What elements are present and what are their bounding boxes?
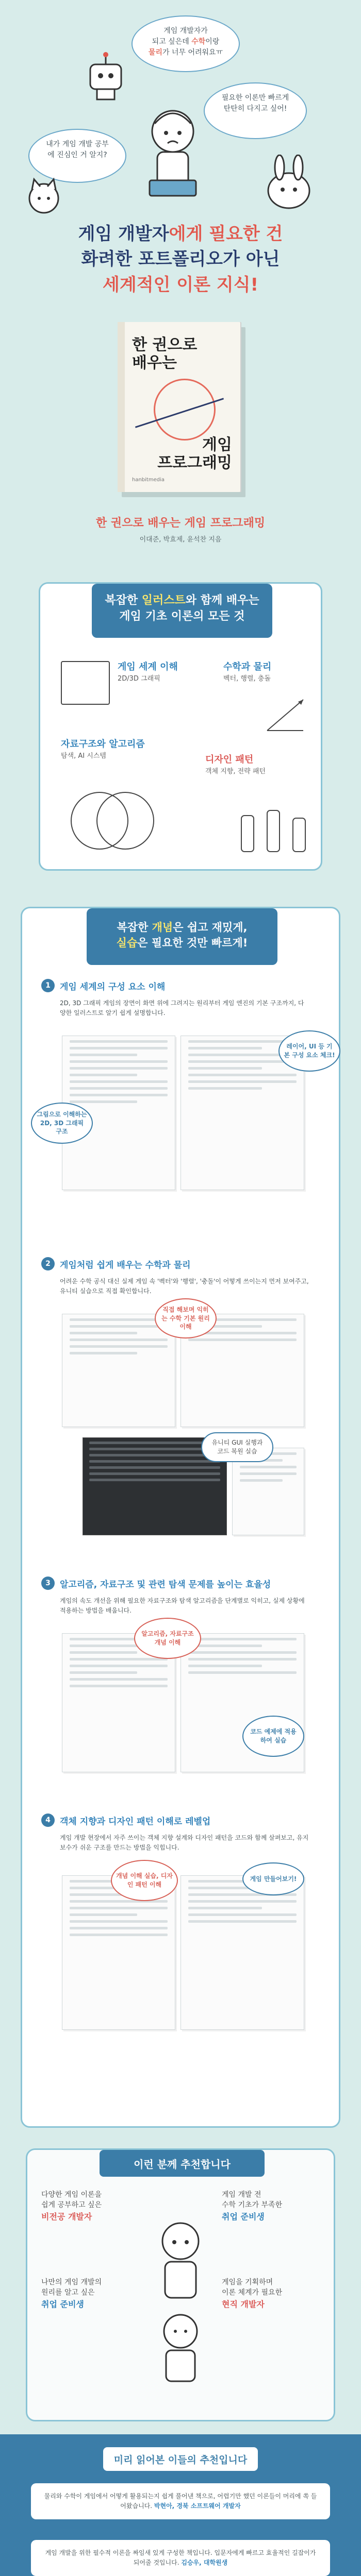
callout-text: 개념 이해 실습, 디자인 패턴 이해 — [116, 1872, 173, 1888]
callout-text: 알고리즘, 자료구조 개념 이해 — [141, 1630, 194, 1646]
chapter-desc: 게임 개발 현장에서 자주 쓰이는 객체 지향 설계와 디자인 패턴을 코드와 함께 살펴보고, 유지보수가 쉬운 구조를 만드는 방법을 익힙니다. — [60, 1834, 309, 1851]
chapters-header-accent: 실습 — [116, 937, 138, 950]
callout-text: 게임 만들어보기! — [250, 1875, 297, 1883]
recommend-item — [41, 2190, 129, 2223]
recommend-line: 게임 개발 전 — [222, 2191, 261, 2199]
reviews-section — [0, 2434, 361, 2576]
topics-section — [0, 562, 361, 886]
callout-ui-check — [278, 1030, 340, 1072]
topics-header-line2: 게임 기초 이론의 모든 것 — [119, 609, 245, 623]
topics-header-accent: 일러스트 — [141, 594, 186, 607]
topics-header-text: 와 함께 배우는 — [185, 594, 259, 607]
bubble1-text: 가 너무 어려워요ㅠ — [162, 48, 223, 57]
recommend-item — [222, 2190, 309, 2223]
hero-title-line1-accent: 에게 필요한 건 — [169, 224, 283, 244]
review-author: 박현아, 경북 소프트웨어 개발자 — [154, 2502, 241, 2510]
topic-title: 게임 세계 이해 — [118, 662, 178, 672]
characters-illustration — [139, 2215, 222, 2391]
reviews-header: 미리 읽어본 이들의 추천입니다 — [103, 2447, 258, 2471]
callout-text: 레이어, UI 등 기본 구성 요소 체크! — [284, 1043, 335, 1059]
chapter-2 — [41, 1257, 320, 1296]
chapter-4 — [41, 1814, 320, 1852]
chapter-number: 2 — [41, 1257, 55, 1270]
topic-sub: 벡터, 행렬, 충돌 — [223, 675, 271, 683]
topic-title: 수학과 물리 — [223, 662, 272, 672]
recommend-item — [222, 2277, 309, 2310]
review-text: 게임 개발을 위한 필수적 이론을 짜임새 있게 구성한 책입니다. 입문자에게 빠르고 효율적인 길잡이가 되어줄 것입니다. — [45, 2549, 316, 2567]
topic-sub: 객체 지향, 전략 패턴 — [205, 768, 266, 776]
callout-design-pattern — [111, 1860, 178, 1901]
hero-title-line2: 화려한 포트폴리오가 아닌 — [81, 249, 280, 270]
topic-sub: 탐색, AI 시스템 — [61, 752, 106, 760]
chapter-number: 4 — [41, 1814, 55, 1827]
topic-item — [205, 754, 324, 776]
bubble2-text: 필요한 이론만 빠르게 탄탄히 다지고 싶어! — [221, 94, 289, 113]
3d-scene-sketch — [61, 661, 110, 705]
note-text: 유니티 GUI 실행과 코드 복원 실습 — [211, 1439, 263, 1455]
chapter-3 — [41, 1577, 320, 1615]
chapters-header — [87, 908, 277, 965]
recommend-line: 이론 체계가 필요한 — [222, 2289, 283, 2297]
cat-character-illustration — [21, 175, 67, 216]
topic-title: 디자인 패턴 — [205, 754, 254, 765]
recommend-highlight: 취업 준비생 — [222, 2211, 265, 2222]
recommend-line: 수학 기초가 부족한 — [222, 2201, 283, 2210]
topics-header — [92, 584, 272, 638]
speech-bubble-1 — [132, 15, 240, 72]
topic-item — [118, 661, 236, 684]
recommend-item — [41, 2277, 129, 2310]
venn-diagram-sketch — [61, 785, 164, 857]
chapter-title: 알고리즘, 자료구조 및 관련 탐색 문제를 높이는 효율성 — [60, 1579, 271, 1590]
callout-text: 직접 해보며 익히는 수학 기본 원리 이해 — [161, 1306, 210, 1331]
bubble1-accent: 물리 — [148, 48, 162, 57]
topic-title: 자료구조와 알고리즘 — [61, 739, 145, 750]
callout-make-game — [242, 1862, 304, 1895]
bubble1-text: 게임 개발자가 — [163, 27, 208, 35]
callout-code-example — [242, 1716, 304, 1757]
test-tubes-sketch — [236, 805, 314, 857]
topic-item — [61, 738, 179, 761]
chapter2-page-left — [62, 1314, 175, 1427]
chapter-title: 객체 지향과 디자인 패턴 이해로 레벨업 — [60, 1816, 211, 1827]
chapter-number: 3 — [41, 1577, 55, 1590]
chapter-desc: 게임의 속도 개선을 위해 필요한 자료구조와 탐색 알고리즘을 단계별로 익히고, 실제 상황에 적용하는 방법을 배웁니다. — [60, 1597, 305, 1614]
book-sub-line: 게임 — [202, 436, 232, 454]
book-cover-title — [132, 336, 197, 372]
bubble3-text: 내가 게임 개발 공부에 진심인 거 알지? — [46, 140, 109, 159]
book-title-line: 한 권으로 — [132, 336, 198, 354]
book-spine — [118, 322, 125, 492]
topics-card — [39, 582, 322, 871]
chapter-desc: 어려운 수학 공식 대신 실제 게임 속 '벡터'와 '행렬', '충돌'이 어떻게 쓰이는지 먼저 보여주고, 유니티 실습으로 직접 확인합니다. — [60, 1278, 309, 1295]
recommend-highlight: 비전공 개발자 — [41, 2211, 92, 2222]
recommend-highlight: 취업 준비생 — [41, 2299, 84, 2309]
callout-text: 코드 예제에 적용하여 실습 — [250, 1728, 297, 1744]
hero-title-line1: 게임 개발자 — [78, 224, 169, 244]
hero-section — [0, 0, 361, 562]
chapter4-page-right — [180, 1875, 304, 2030]
rabbit-character-illustration — [253, 155, 325, 216]
note-unity-gui — [201, 1432, 273, 1462]
callout-algorithm — [134, 1618, 201, 1659]
book-cover-circle — [154, 379, 216, 440]
recommend-line: 다양한 게임 이론을 — [41, 2191, 102, 2199]
callout-2d3d — [31, 1103, 93, 1144]
chapters-header-text: 은 필요한 것만 빠르게! — [137, 937, 248, 950]
chapters-header-text: 은 쉽고 재밌게, — [173, 921, 248, 934]
recommend-section — [0, 2143, 361, 2434]
speech-bubble-2 — [204, 82, 307, 139]
callout-text: 그림으로 이해하는 2D, 3D 그래픽 구조 — [37, 1110, 87, 1136]
recommend-line: 원리를 알고 싶은 — [41, 2289, 95, 2297]
chapters-header-accent: 개념 — [152, 921, 173, 934]
review-item — [31, 2483, 330, 2519]
chapter-number: 1 — [41, 979, 55, 992]
chapter-1 — [41, 979, 320, 1018]
recommend-line: 게임을 기획하며 — [222, 2278, 273, 2286]
developer-character-illustration — [129, 103, 217, 201]
recommend-line: 쉽게 공부하고 싶은 — [41, 2201, 102, 2210]
robot-illustration — [77, 49, 134, 106]
book-cover-subtitle — [157, 436, 232, 472]
book-sub-line: 프로그래밍 — [157, 453, 232, 472]
chapters-section — [0, 886, 361, 2143]
topic-sub: 2D/3D 그래픽 — [118, 675, 160, 683]
review-item — [31, 2540, 330, 2576]
book-cover — [118, 322, 241, 492]
callout-math — [155, 1298, 217, 1338]
book-publisher: hanbitmedia — [132, 477, 165, 483]
book-authors: 이대준, 박효제, 윤석찬 지음 — [139, 536, 222, 544]
recommend-line: 나만의 게임 개발의 — [41, 2278, 102, 2286]
review-author: 김승우, 대학원생 — [181, 2559, 228, 2567]
chapter-title: 게임처럼 쉽게 배우는 수학과 물리 — [60, 1260, 191, 1270]
bubble1-accent: 수학 — [191, 38, 206, 46]
topic-item — [223, 661, 342, 684]
vector-sketch — [262, 689, 308, 736]
review-text: 물리와 수학이 게임에서 어떻게 활용되는지 쉽게 풀어낸 책으로, 어렵기만 했던 이론들이 머리에 쏙 들어왔습니다. — [44, 2493, 317, 2510]
chapter-desc: 2D, 3D 그래픽 게임의 장면이 화면 위에 그려지는 원리부터 게임 엔진의 기본 구조까지, 다양한 일러스트로 알기 쉽게 설명합니다. — [60, 999, 304, 1016]
book-title-line: 배우는 — [132, 353, 177, 372]
book-subtitle: 한 권으로 배우는 게임 프로그래밍 — [95, 517, 266, 530]
chapter-title: 게임 세계의 구성 요소 이해 — [60, 981, 166, 992]
hero-title-line3: 세계적인 이론 지식! — [103, 274, 258, 295]
recommend-header: 이런 분께 추천합니다 — [100, 2150, 265, 2177]
hero-title — [0, 222, 361, 298]
topics-header-text: 복잡한 — [105, 594, 138, 607]
bubble1-text: 되고 싶은데 — [152, 38, 189, 46]
recommend-highlight: 현직 개발자 — [222, 2299, 265, 2309]
chapters-header-text: 복잡한 — [117, 921, 149, 934]
bubble1-text: 이랑 — [205, 38, 220, 46]
